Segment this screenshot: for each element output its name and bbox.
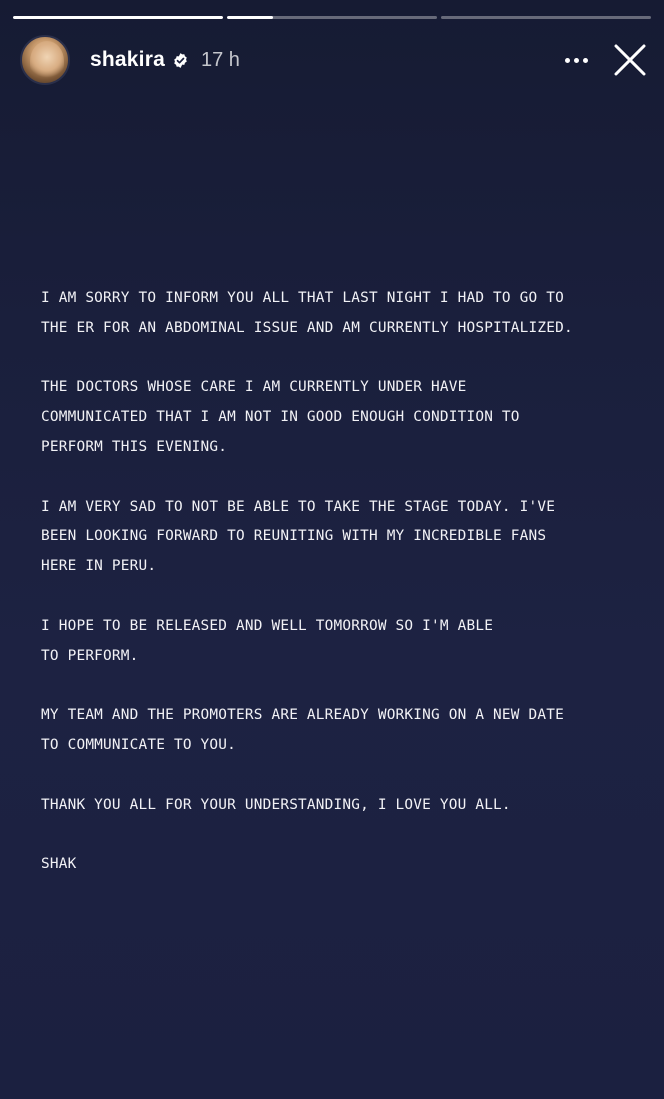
story-progress-fill-1 [13, 16, 223, 19]
more-options-icon[interactable] [556, 40, 596, 80]
story-progress-bar [13, 16, 651, 19]
username[interactable]: shakira [90, 48, 165, 71]
message-paragraph: I AM VERY SAD TO NOT BE ABLE TO TAKE THE STAGE TODAY. I'VE BEEN LOOKING FORWARD TO REUNITING WITH MY INCREDIBLE FANS HERE IN PERU. [41, 498, 556, 575]
post-time: 17 h [200, 48, 240, 71]
message-paragraph: MY TEAM AND THE PROMOTERS ARE ALREADY WORKING ON A NEW DATE TO COMMUNICATE TO YOU. [41, 707, 564, 753]
profile-avatar[interactable] [20, 35, 70, 85]
message-paragraph: I AM SORRY TO INFORM YOU ALL THAT LAST NIGHT I HAD TO GO TO THE ER FOR AN ABDOMINAL ISSUE AND AM CURRENTLY HOSPITALIZED. [41, 290, 573, 336]
close-icon[interactable] [610, 40, 650, 80]
message-paragraph: I HOPE TO BE RELEASED AND WELL TOMORROW SO I'M ABLE TO PERFORM. [41, 617, 494, 664]
message-paragraph: THE DOCTORS WHOSE CARE I AM CURRENTLY UNDER HAVE COMMUNICATED THAT I AM NOT IN GOOD ENOUGH CONDITION TO PERFORM THIS EVENING. [41, 379, 520, 455]
story-progress-fill-2 [227, 16, 273, 19]
verified-badge-icon [172, 52, 189, 69]
story-header [20, 34, 650, 86]
story-progress-segment-1 [13, 16, 223, 19]
story-message [41, 284, 641, 910]
story-progress-segment-2 [227, 16, 437, 19]
story-progress-segment-3 [441, 16, 651, 19]
message-paragraph: THANK YOU ALL FOR YOUR UNDERSTANDING, I LOVE YOU ALL. [41, 796, 511, 813]
message-signature: SHAK [41, 856, 77, 873]
